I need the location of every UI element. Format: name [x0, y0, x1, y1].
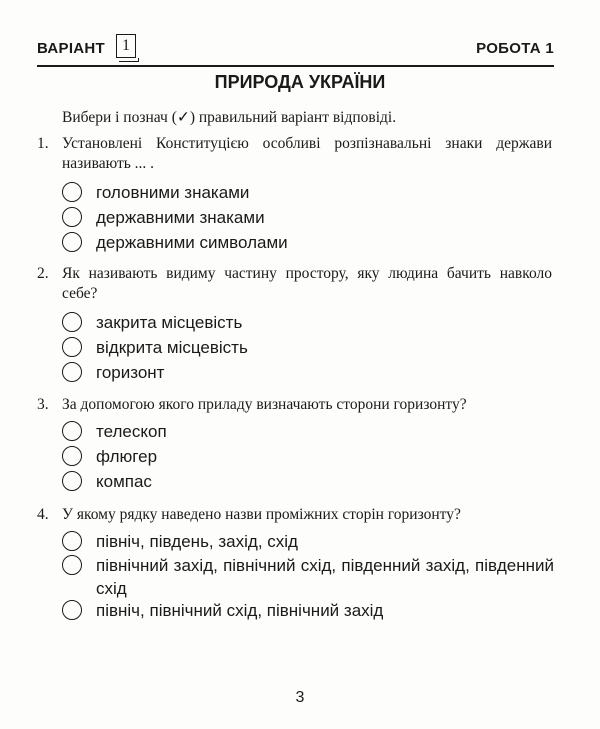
work-label: РОБОТА 1 [476, 40, 554, 57]
question-number: 3. [37, 396, 49, 413]
page-title: ПРИРОДА УКРАЇНИ [214, 72, 386, 92]
variant-label: ВАРІАНТ [37, 40, 106, 57]
question-2 [37, 264, 552, 304]
option-label: компас [96, 472, 152, 491]
radio-circle-icon[interactable] [62, 446, 82, 466]
option-label: північ, південь, захід, схід [96, 532, 298, 551]
question-text: За допомогою якого приладу визначають сторони горизонту? [62, 396, 467, 413]
radio-circle-icon[interactable] [62, 421, 82, 441]
option-label: флюгер [96, 447, 158, 466]
radio-circle-icon[interactable] [62, 182, 82, 202]
question-4-option-3[interactable] [62, 599, 554, 622]
radio-circle-icon[interactable] [62, 337, 82, 357]
question-number: 1. [37, 135, 49, 152]
question-2-option-1[interactable] [62, 311, 554, 334]
header-divider [37, 65, 554, 67]
question-text: Як називають видиму частину простору, яку людина бачить навколо себе? [62, 265, 552, 302]
question-4-option-1[interactable] [62, 530, 554, 553]
question-4 [37, 505, 552, 525]
page-number: 3 [295, 689, 305, 706]
option-label: державними символами [96, 233, 288, 252]
option-label: відкрита місцевість [96, 338, 248, 357]
question-2-option-2[interactable] [62, 336, 554, 359]
question-number: 2. [37, 265, 49, 282]
radio-circle-icon[interactable] [62, 600, 82, 620]
radio-circle-icon[interactable] [62, 232, 82, 252]
page-header [37, 34, 554, 66]
radio-circle-icon[interactable] [62, 531, 82, 551]
question-3-option-1[interactable] [62, 420, 554, 443]
question-1-option-3[interactable] [62, 231, 554, 254]
radio-circle-icon[interactable] [62, 207, 82, 227]
option-label: головними знаками [96, 183, 250, 202]
question-text: У якому рядку наведено назви проміжних сторін горизонту? [62, 506, 461, 523]
question-4-option-2[interactable] [62, 554, 554, 600]
option-label: телескоп [96, 422, 167, 441]
radio-circle-icon[interactable] [62, 471, 82, 491]
option-label: державними знаками [96, 208, 265, 227]
option-label: північний захід, північний схід, південний захід, південний схід [96, 556, 554, 598]
instruction-text: Вибери і познач (✓) правильний варіант відповіді. [62, 109, 397, 126]
variant-number-box: 1 [116, 34, 136, 58]
question-1-option-2[interactable] [62, 206, 554, 229]
question-3-option-3[interactable] [62, 470, 554, 493]
radio-circle-icon[interactable] [62, 555, 82, 575]
option-label: горизонт [96, 363, 165, 382]
question-number: 4. [37, 506, 49, 523]
question-1-option-1[interactable] [62, 181, 554, 204]
question-2-option-3[interactable] [62, 361, 554, 384]
question-text: Установлені Конституцією особливі розпізнавальні знаки держави називають ... . [62, 135, 552, 172]
question-3 [37, 395, 552, 415]
radio-circle-icon[interactable] [62, 362, 82, 382]
question-3-option-2[interactable] [62, 445, 554, 468]
option-label: північ, північний схід, північний захід [96, 601, 384, 620]
question-1 [37, 134, 552, 174]
radio-circle-icon[interactable] [62, 312, 82, 332]
option-label: закрита місцевість [96, 313, 243, 332]
